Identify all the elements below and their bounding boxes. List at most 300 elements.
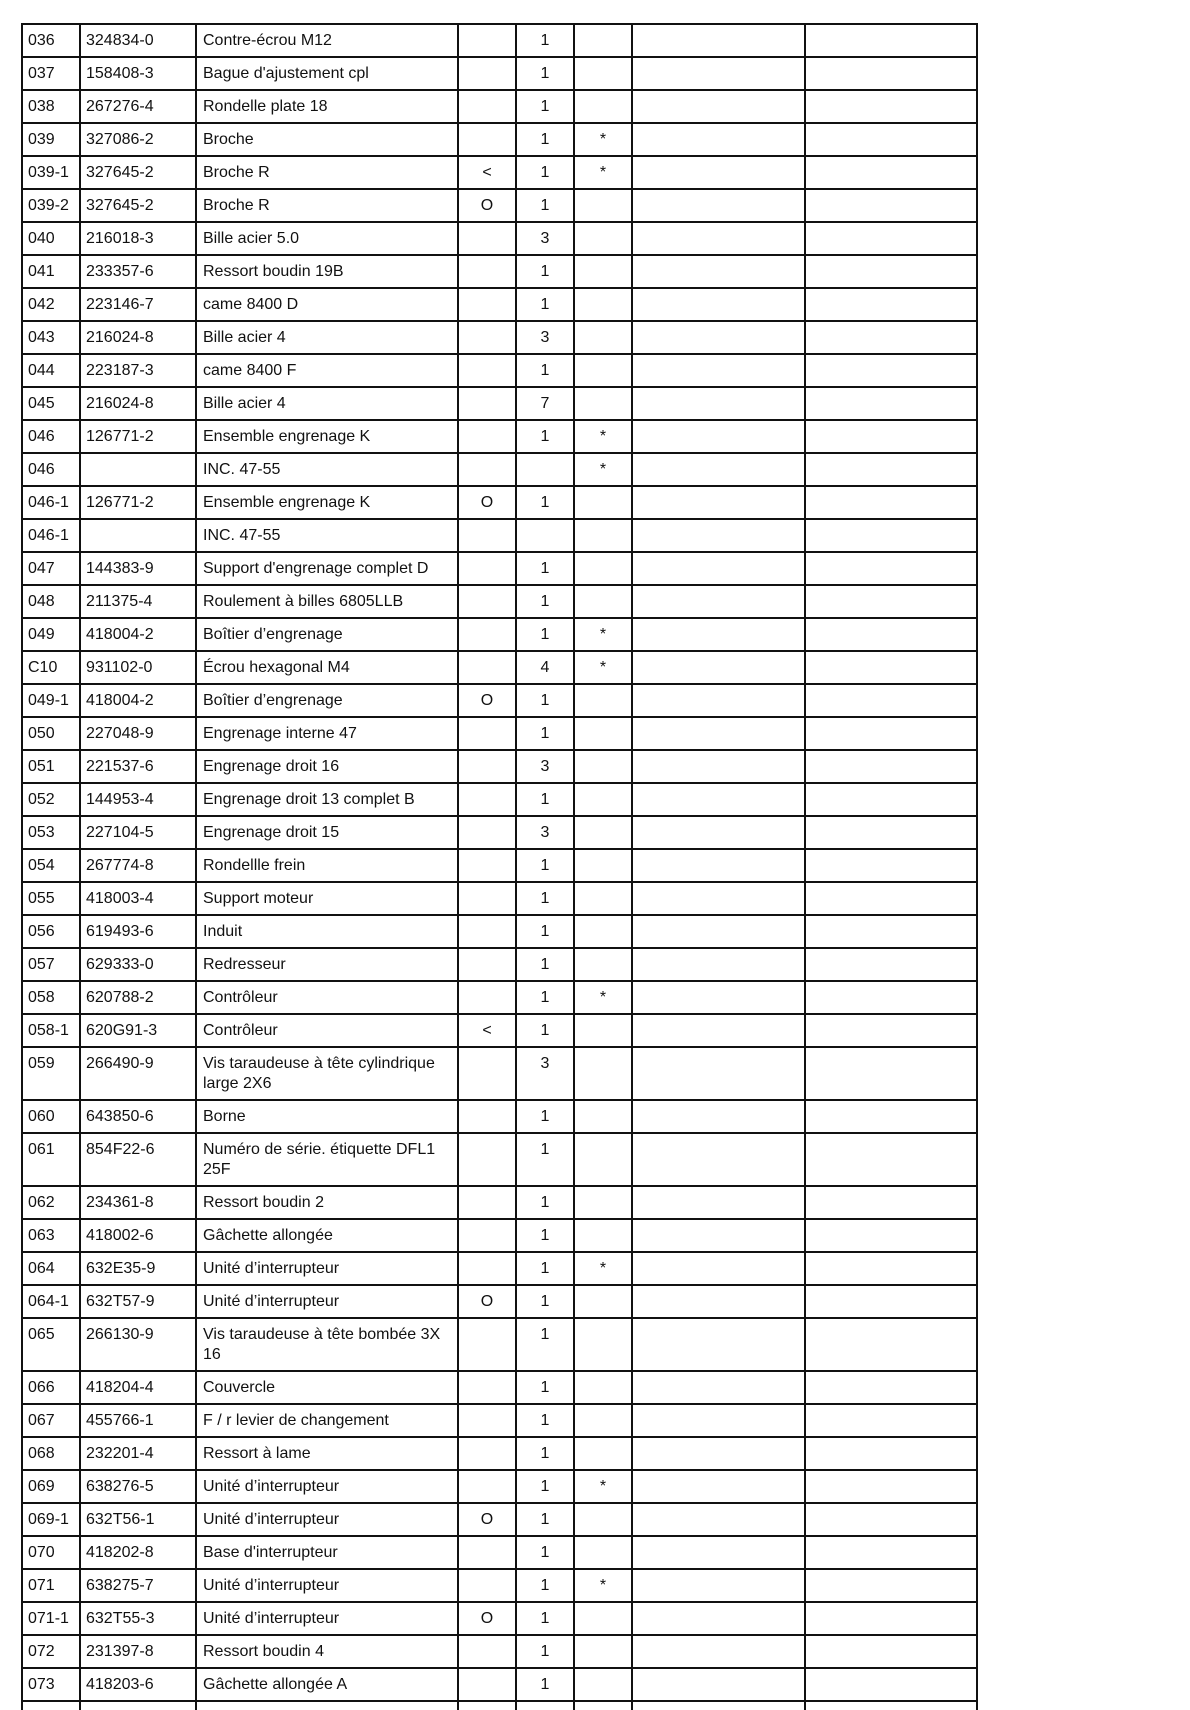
- note-cell: [574, 255, 632, 288]
- empty-cell: [632, 981, 805, 1014]
- empty-cell: [805, 387, 977, 420]
- item-number-cell: 064-1: [22, 1285, 80, 1318]
- item-number-cell: 046: [22, 453, 80, 486]
- flag-cell: [458, 90, 516, 123]
- item-number-cell: 046: [22, 420, 80, 453]
- description-cell: F / r levier de changement: [196, 1404, 458, 1437]
- item-number-cell: 047: [22, 552, 80, 585]
- empty-cell: [805, 1318, 977, 1371]
- description-cell: Rondellle frein: [196, 849, 458, 882]
- continuation-cell: [516, 1701, 574, 1710]
- item-number-cell: 046-1: [22, 486, 80, 519]
- table-row: [22, 453, 977, 486]
- quantity-cell: 1: [516, 24, 574, 57]
- continuation-cell: [632, 1701, 805, 1710]
- empty-cell: [805, 1602, 977, 1635]
- note-cell: *: [574, 651, 632, 684]
- item-number-cell: 046-1: [22, 519, 80, 552]
- note-cell: *: [574, 981, 632, 1014]
- item-number-cell: 038: [22, 90, 80, 123]
- empty-cell: [805, 981, 977, 1014]
- flag-cell: [458, 750, 516, 783]
- table-row: [22, 321, 977, 354]
- flag-cell: [458, 1186, 516, 1219]
- flag-cell: [458, 1437, 516, 1470]
- flag-cell: [458, 1047, 516, 1100]
- description-cell: Unité d’interrupteur: [196, 1569, 458, 1602]
- flag-cell: [458, 57, 516, 90]
- flag-cell: O: [458, 684, 516, 717]
- empty-cell: [805, 1536, 977, 1569]
- item-number-cell: 064: [22, 1252, 80, 1285]
- empty-cell: [632, 222, 805, 255]
- quantity-cell: 1: [516, 882, 574, 915]
- quantity-cell: 1: [516, 1602, 574, 1635]
- part-number-cell: 931102-0: [80, 651, 196, 684]
- empty-cell: [632, 1536, 805, 1569]
- flag-cell: [458, 255, 516, 288]
- quantity-cell: 4: [516, 651, 574, 684]
- table-row: [22, 717, 977, 750]
- table-row: [22, 882, 977, 915]
- table-row: [22, 948, 977, 981]
- quantity-cell: 3: [516, 816, 574, 849]
- quantity-cell: 1: [516, 981, 574, 1014]
- part-number-cell: 126771-2: [80, 486, 196, 519]
- note-cell: [574, 1014, 632, 1047]
- empty-cell: [805, 882, 977, 915]
- part-number-cell: 266490-9: [80, 1047, 196, 1100]
- note-cell: [574, 288, 632, 321]
- empty-cell: [805, 123, 977, 156]
- table-row: [22, 288, 977, 321]
- quantity-cell: 1: [516, 684, 574, 717]
- flag-cell: [458, 354, 516, 387]
- description-cell: Support d'engrenage complet D: [196, 552, 458, 585]
- empty-cell: [632, 1219, 805, 1252]
- empty-cell: [632, 321, 805, 354]
- table-row: [22, 1371, 977, 1404]
- item-number-cell: 062: [22, 1186, 80, 1219]
- item-number-cell: 039-1: [22, 156, 80, 189]
- flag-cell: [458, 420, 516, 453]
- part-number-cell: 221537-6: [80, 750, 196, 783]
- empty-cell: [805, 189, 977, 222]
- empty-cell: [805, 1047, 977, 1100]
- flag-cell: [458, 717, 516, 750]
- continuation-cell: [80, 1701, 196, 1710]
- note-cell: *: [574, 453, 632, 486]
- part-number-cell: 267276-4: [80, 90, 196, 123]
- quantity-cell: 1: [516, 156, 574, 189]
- empty-cell: [805, 750, 977, 783]
- description-cell: Unité d’interrupteur: [196, 1252, 458, 1285]
- quantity-cell: 1: [516, 255, 574, 288]
- flag-cell: [458, 321, 516, 354]
- quantity-cell: 1: [516, 1252, 574, 1285]
- quantity-cell: [516, 453, 574, 486]
- item-number-cell: 049: [22, 618, 80, 651]
- description-cell: Rondelle plate 18: [196, 90, 458, 123]
- item-number-cell: 045: [22, 387, 80, 420]
- table-row: [22, 618, 977, 651]
- item-number-cell: 053: [22, 816, 80, 849]
- flag-cell: O: [458, 1602, 516, 1635]
- flag-cell: [458, 453, 516, 486]
- description-cell: Engrenage droit 13 complet B: [196, 783, 458, 816]
- empty-cell: [805, 1219, 977, 1252]
- empty-cell: [805, 519, 977, 552]
- part-number-cell: 619493-6: [80, 915, 196, 948]
- empty-cell: [805, 1470, 977, 1503]
- table-row: [22, 1133, 977, 1186]
- empty-cell: [632, 24, 805, 57]
- empty-cell: [805, 1014, 977, 1047]
- item-number-cell: 040: [22, 222, 80, 255]
- flag-cell: [458, 882, 516, 915]
- empty-cell: [805, 1133, 977, 1186]
- item-number-cell: 067: [22, 1404, 80, 1437]
- table-row: [22, 684, 977, 717]
- empty-cell: [632, 1186, 805, 1219]
- part-number-cell: 418002-6: [80, 1219, 196, 1252]
- quantity-cell: 1: [516, 1186, 574, 1219]
- table-row: [22, 981, 977, 1014]
- item-number-cell: 044: [22, 354, 80, 387]
- description-cell: Boîtier d’engrenage: [196, 684, 458, 717]
- description-cell: Unité d’interrupteur: [196, 1602, 458, 1635]
- note-cell: [574, 684, 632, 717]
- description-cell: came 8400 F: [196, 354, 458, 387]
- note-cell: *: [574, 123, 632, 156]
- note-cell: [574, 1404, 632, 1437]
- quantity-cell: 3: [516, 1047, 574, 1100]
- part-number-cell: 632T57-9: [80, 1285, 196, 1318]
- part-number-cell: 216024-8: [80, 321, 196, 354]
- item-number-cell: 052: [22, 783, 80, 816]
- empty-cell: [632, 684, 805, 717]
- table-row: [22, 1668, 977, 1701]
- empty-cell: [632, 1569, 805, 1602]
- part-number-cell: 216018-3: [80, 222, 196, 255]
- empty-cell: [632, 1014, 805, 1047]
- note-cell: [574, 552, 632, 585]
- note-cell: *: [574, 1470, 632, 1503]
- part-number-cell: 418204-4: [80, 1371, 196, 1404]
- part-number-cell: 643850-6: [80, 1100, 196, 1133]
- part-number-cell: 144953-4: [80, 783, 196, 816]
- empty-cell: [632, 486, 805, 519]
- item-number-cell: 063: [22, 1219, 80, 1252]
- note-cell: [574, 321, 632, 354]
- item-number-cell: 070: [22, 1536, 80, 1569]
- empty-cell: [805, 1437, 977, 1470]
- empty-cell: [632, 585, 805, 618]
- quantity-cell: 1: [516, 1635, 574, 1668]
- flag-cell: [458, 618, 516, 651]
- part-number-cell: 638275-7: [80, 1569, 196, 1602]
- empty-cell: [805, 1285, 977, 1318]
- empty-cell: [805, 1569, 977, 1602]
- note-cell: [574, 783, 632, 816]
- flag-cell: [458, 1404, 516, 1437]
- quantity-cell: 1: [516, 1569, 574, 1602]
- empty-cell: [632, 1371, 805, 1404]
- description-cell: Broche R: [196, 156, 458, 189]
- part-number-cell: 227104-5: [80, 816, 196, 849]
- empty-cell: [805, 156, 977, 189]
- item-number-cell: 050: [22, 717, 80, 750]
- empty-cell: [805, 288, 977, 321]
- description-cell: Support moteur: [196, 882, 458, 915]
- description-cell: Couvercle: [196, 1371, 458, 1404]
- description-cell: Unité d’interrupteur: [196, 1285, 458, 1318]
- part-number-cell: 418004-2: [80, 684, 196, 717]
- empty-cell: [805, 1635, 977, 1668]
- empty-cell: [632, 288, 805, 321]
- table-row: [22, 651, 977, 684]
- note-cell: [574, 1047, 632, 1100]
- description-cell: Roulement à billes 6805LLB: [196, 585, 458, 618]
- empty-cell: [632, 1668, 805, 1701]
- empty-cell: [632, 255, 805, 288]
- description-cell: Engrenage droit 15: [196, 816, 458, 849]
- description-cell: Vis taraudeuse à tête cylindrique large 2X6: [196, 1047, 458, 1100]
- note-cell: [574, 1503, 632, 1536]
- note-cell: [574, 24, 632, 57]
- empty-cell: [632, 189, 805, 222]
- empty-cell: [805, 354, 977, 387]
- flag-cell: [458, 387, 516, 420]
- flag-cell: [458, 123, 516, 156]
- item-number-cell: 048: [22, 585, 80, 618]
- flag-cell: [458, 981, 516, 1014]
- flag-cell: O: [458, 486, 516, 519]
- quantity-cell: 1: [516, 1100, 574, 1133]
- part-number-cell: 223187-3: [80, 354, 196, 387]
- item-number-cell: 041: [22, 255, 80, 288]
- empty-cell: [632, 816, 805, 849]
- flag-cell: [458, 783, 516, 816]
- part-number-cell: [80, 453, 196, 486]
- description-cell: came 8400 D: [196, 288, 458, 321]
- note-cell: *: [574, 1569, 632, 1602]
- table-row: [22, 156, 977, 189]
- part-number-cell: 638276-5: [80, 1470, 196, 1503]
- note-cell: [574, 717, 632, 750]
- empty-cell: [805, 552, 977, 585]
- description-cell: Vis taraudeuse à tête bombée 3X 16: [196, 1318, 458, 1371]
- note-cell: [574, 585, 632, 618]
- description-cell: Broche: [196, 123, 458, 156]
- parts-table: [21, 23, 978, 1710]
- empty-cell: [632, 1404, 805, 1437]
- table-row: [22, 222, 977, 255]
- part-number-cell: 455766-1: [80, 1404, 196, 1437]
- empty-cell: [805, 618, 977, 651]
- table-row: [22, 486, 977, 519]
- empty-cell: [805, 1668, 977, 1701]
- description-cell: Gâchette allongée A: [196, 1668, 458, 1701]
- note-cell: [574, 1536, 632, 1569]
- empty-cell: [632, 915, 805, 948]
- part-number-cell: 620788-2: [80, 981, 196, 1014]
- part-number-cell: 216024-8: [80, 387, 196, 420]
- table-row: [22, 519, 977, 552]
- part-number-cell: 267774-8: [80, 849, 196, 882]
- empty-cell: [632, 618, 805, 651]
- table-row: [22, 1047, 977, 1100]
- description-cell: Redresseur: [196, 948, 458, 981]
- description-cell: Engrenage droit 16: [196, 750, 458, 783]
- flag-cell: [458, 1635, 516, 1668]
- item-number-cell: 071-1: [22, 1602, 80, 1635]
- table-row: [22, 783, 977, 816]
- item-number-cell: 068: [22, 1437, 80, 1470]
- empty-cell: [805, 255, 977, 288]
- empty-cell: [632, 123, 805, 156]
- empty-cell: [632, 948, 805, 981]
- empty-cell: [805, 684, 977, 717]
- part-number-cell: 854F22-6: [80, 1133, 196, 1186]
- table-row: [22, 1318, 977, 1371]
- flag-cell: [458, 1668, 516, 1701]
- table-row: [22, 1252, 977, 1285]
- item-number-cell: 061: [22, 1133, 80, 1186]
- table-row: [22, 552, 977, 585]
- part-number-cell: 144383-9: [80, 552, 196, 585]
- empty-cell: [632, 1437, 805, 1470]
- item-number-cell: 069: [22, 1470, 80, 1503]
- empty-cell: [632, 57, 805, 90]
- item-number-cell: C10: [22, 651, 80, 684]
- empty-cell: [632, 1285, 805, 1318]
- description-cell: Contre-écrou M12: [196, 24, 458, 57]
- item-number-cell: 073: [22, 1668, 80, 1701]
- flag-cell: [458, 1318, 516, 1371]
- item-number-cell: 049-1: [22, 684, 80, 717]
- part-number-cell: [80, 519, 196, 552]
- item-number-cell: 055: [22, 882, 80, 915]
- empty-cell: [632, 849, 805, 882]
- empty-cell: [632, 387, 805, 420]
- table-row: [22, 24, 977, 57]
- part-number-cell: 232201-4: [80, 1437, 196, 1470]
- flag-cell: [458, 222, 516, 255]
- item-number-cell: 036: [22, 24, 80, 57]
- part-number-cell: 233357-6: [80, 255, 196, 288]
- parts-table-body: [22, 24, 977, 1710]
- flag-cell: [458, 1569, 516, 1602]
- empty-cell: [632, 420, 805, 453]
- table-row: [22, 1437, 977, 1470]
- quantity-cell: 1: [516, 420, 574, 453]
- table-row: [22, 1219, 977, 1252]
- empty-cell: [805, 222, 977, 255]
- empty-cell: [805, 651, 977, 684]
- note-cell: [574, 1186, 632, 1219]
- note-cell: *: [574, 156, 632, 189]
- description-cell: Induit: [196, 915, 458, 948]
- note-cell: [574, 1285, 632, 1318]
- empty-cell: [632, 1047, 805, 1100]
- empty-cell: [805, 1100, 977, 1133]
- flag-cell: [458, 519, 516, 552]
- empty-cell: [805, 24, 977, 57]
- flag-cell: [458, 24, 516, 57]
- item-number-cell: 072: [22, 1635, 80, 1668]
- description-cell: Ressort boudin 4: [196, 1635, 458, 1668]
- empty-cell: [632, 1133, 805, 1186]
- item-number-cell: 071: [22, 1569, 80, 1602]
- continuation-row: [22, 1701, 977, 1710]
- quantity-cell: 1: [516, 1285, 574, 1318]
- flag-cell: [458, 1100, 516, 1133]
- quantity-cell: 1: [516, 1470, 574, 1503]
- note-cell: *: [574, 420, 632, 453]
- flag-cell: [458, 288, 516, 321]
- table-row: [22, 1569, 977, 1602]
- quantity-cell: 1: [516, 288, 574, 321]
- quantity-cell: 1: [516, 1133, 574, 1186]
- empty-cell: [805, 420, 977, 453]
- description-cell: Base d'interrupteur: [196, 1536, 458, 1569]
- note-cell: [574, 1371, 632, 1404]
- item-number-cell: 051: [22, 750, 80, 783]
- table-row: [22, 816, 977, 849]
- note-cell: [574, 750, 632, 783]
- item-number-cell: 043: [22, 321, 80, 354]
- description-cell: Ressort à lame: [196, 1437, 458, 1470]
- empty-cell: [805, 1252, 977, 1285]
- quantity-cell: 1: [516, 486, 574, 519]
- part-number-cell: 632T56-1: [80, 1503, 196, 1536]
- continuation-cell: [22, 1701, 80, 1710]
- part-number-cell: 158408-3: [80, 57, 196, 90]
- item-number-cell: 039-2: [22, 189, 80, 222]
- quantity-cell: 1: [516, 783, 574, 816]
- flag-cell: [458, 1252, 516, 1285]
- table-row: [22, 1014, 977, 1047]
- quantity-cell: 1: [516, 189, 574, 222]
- empty-cell: [632, 1503, 805, 1536]
- item-number-cell: 039: [22, 123, 80, 156]
- flag-cell: [458, 816, 516, 849]
- part-number-cell: 632T55-3: [80, 1602, 196, 1635]
- quantity-cell: 1: [516, 915, 574, 948]
- note-cell: [574, 948, 632, 981]
- table-row: [22, 189, 977, 222]
- description-cell: Unité d’interrupteur: [196, 1503, 458, 1536]
- quantity-cell: 1: [516, 90, 574, 123]
- empty-cell: [805, 585, 977, 618]
- flag-cell: [458, 948, 516, 981]
- part-number-cell: 327645-2: [80, 156, 196, 189]
- note-cell: [574, 1133, 632, 1186]
- empty-cell: [632, 1100, 805, 1133]
- empty-cell: [805, 1503, 977, 1536]
- description-cell: Contrôleur: [196, 1014, 458, 1047]
- description-cell: Bille acier 4: [196, 387, 458, 420]
- quantity-cell: 1: [516, 948, 574, 981]
- item-number-cell: 066: [22, 1371, 80, 1404]
- empty-cell: [805, 783, 977, 816]
- item-number-cell: 037: [22, 57, 80, 90]
- quantity-cell: 7: [516, 387, 574, 420]
- description-cell: Numéro de série. étiquette DFL1 25F: [196, 1133, 458, 1186]
- empty-cell: [632, 717, 805, 750]
- flag-cell: [458, 552, 516, 585]
